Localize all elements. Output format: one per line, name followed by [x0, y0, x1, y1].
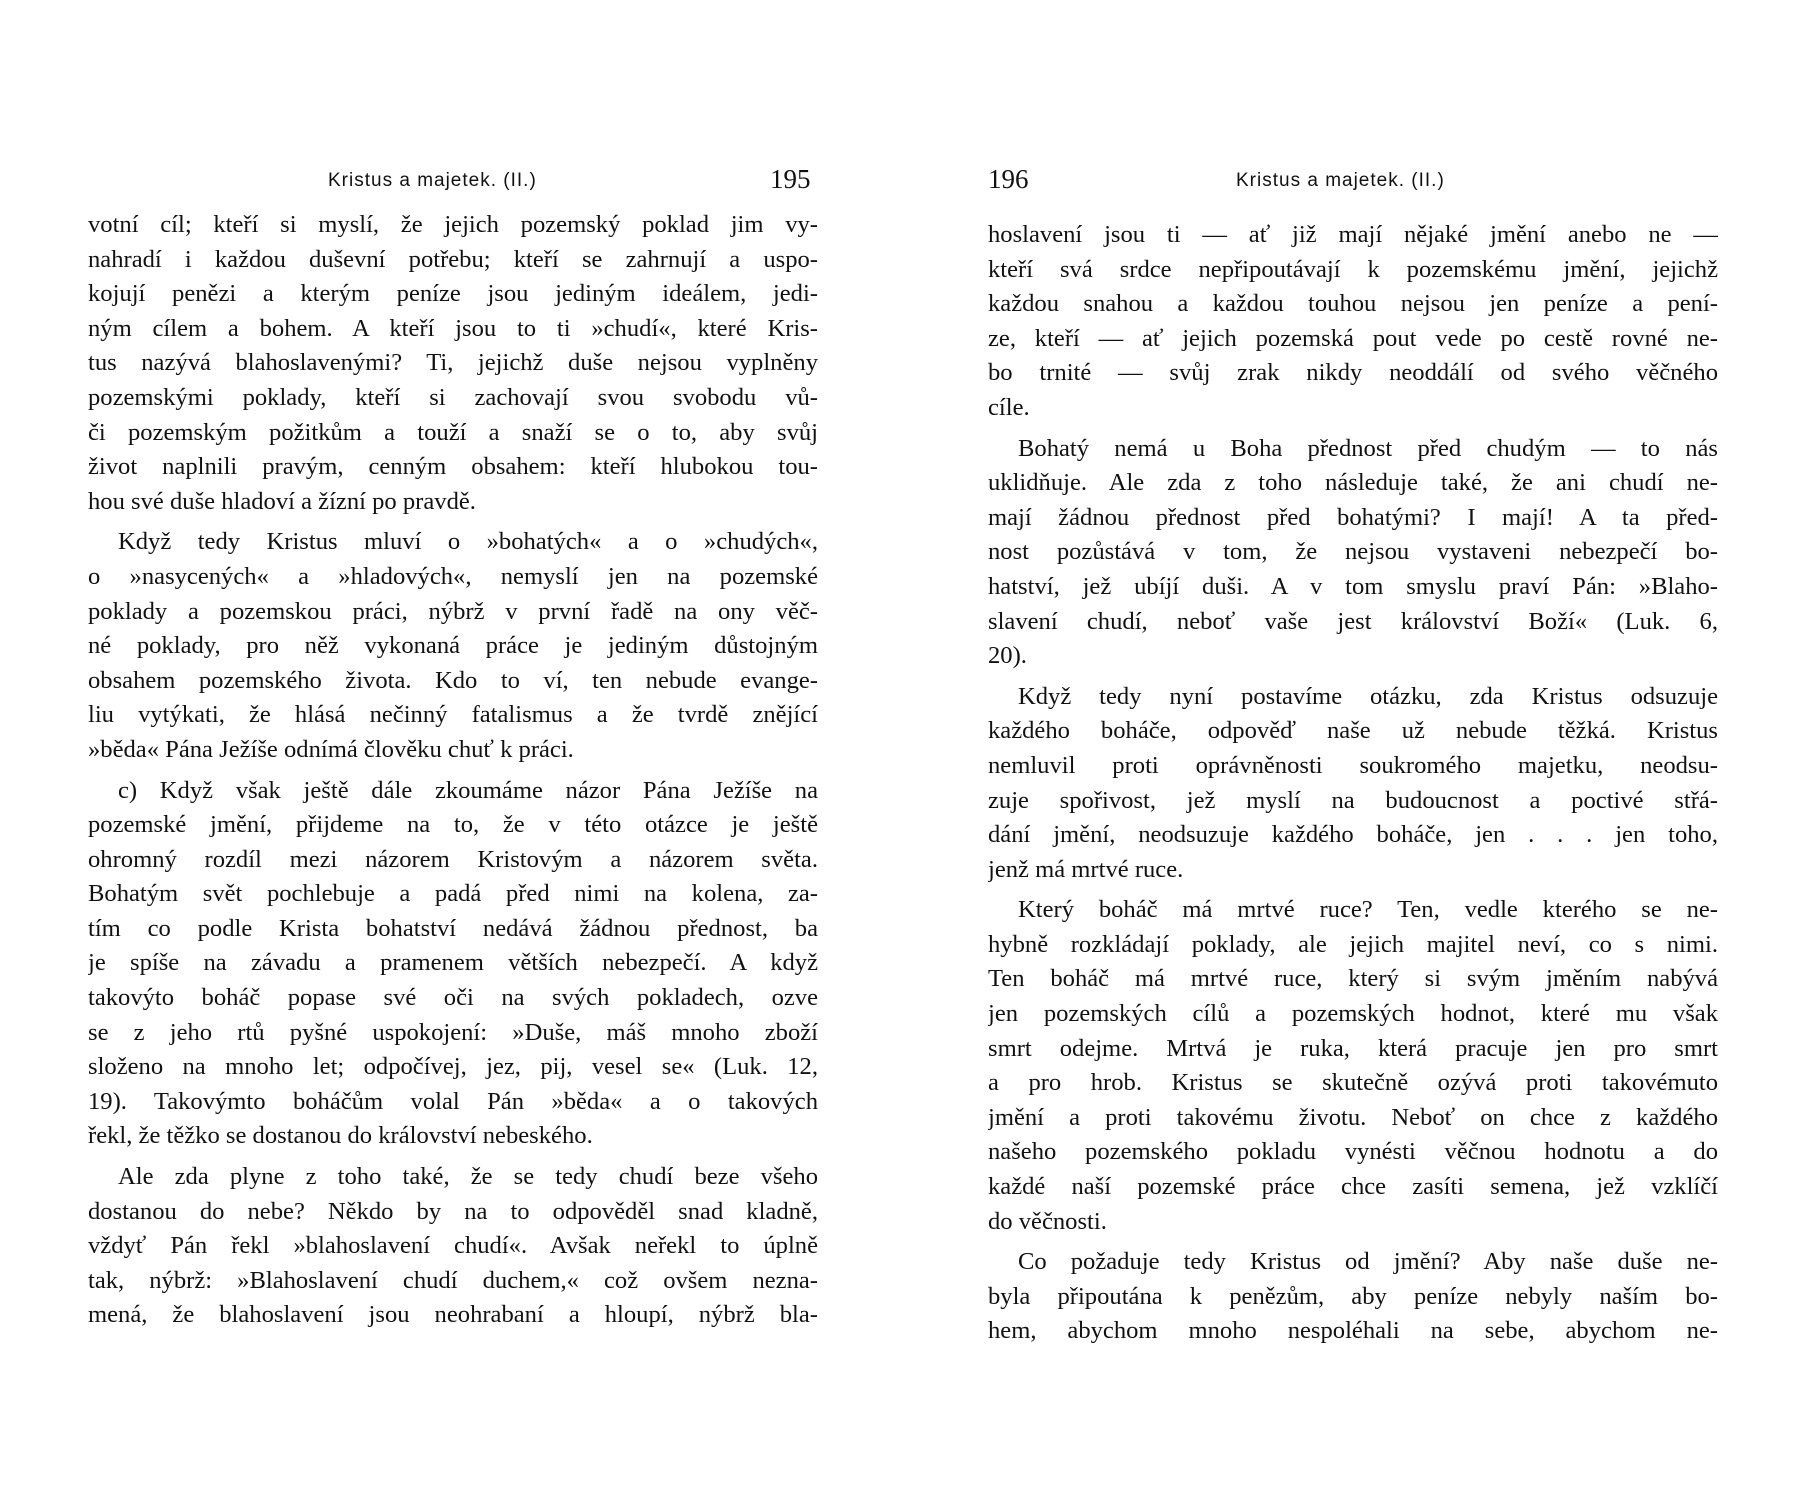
text-line: »běda« Pána Ježíše odnímá člověku chuť k práci. — [88, 735, 574, 763]
text-line: uklidňuje. Ale zda z toho následuje také, že ani chudí ne- — [988, 469, 1718, 497]
text-line: Ale zda plyne z toho také, že se tedy chudí beze všeho — [118, 1163, 818, 1191]
text-line: hoslavení jsou ti — ať již mají nějaké jmění anebo ne — — [988, 221, 1718, 248]
text-line: takovýto boháč popase své oči na svých pokladech, ozve — [88, 984, 818, 1012]
text-line: né poklady, pro něž vykonaná práce je jediným důstojným — [88, 632, 818, 660]
right-running-title: Kristus a majetek. (II.) — [1236, 170, 1445, 191]
text-line: dostanou do nebe? Někdo by na to odpověděl snad kladně, — [88, 1197, 818, 1225]
text-line: slavení chudí, neboť vaše jest království Boží« (Luk. 6, — [988, 607, 1718, 635]
text-line: našeho pozemského pokladu vynésti věčnou hodnotu a do — [988, 1138, 1718, 1166]
text-line: poklady a pozemskou práci, nýbrž v první řadě na ony věč- — [88, 597, 818, 625]
text-line: Bohatým svět pochlebuje a padá před nimi na kolena, za- — [88, 880, 818, 908]
text-line: bo trnité — svůj zrak nikdy neoddálí od svého věčného — [988, 359, 1718, 387]
text-line: smrt odejme. Mrtvá je ruka, která pracuje jen pro smrt — [988, 1034, 1718, 1062]
text-line: cíle. — [988, 393, 1030, 421]
text-line: zuje spořivost, jež myslí na budoucnost a poctivé střá- — [988, 786, 1718, 814]
text-line: 20). — [988, 642, 1027, 670]
text-line: hybně rozkládají poklady, ale jejich majitel neví, co s nimi. — [988, 930, 1718, 958]
left-page-body — [88, 208, 818, 1333]
text-line: ze, kteří — ať jejich pozemská pout vede po cestě rovné ne- — [988, 324, 1718, 352]
right-page-number: 196 — [988, 164, 1029, 194]
text-line: se z jeho rtů pyšné uspokojení: »Duše, máš mnoho zboží — [88, 1018, 818, 1046]
text-line: tím co podle Krista bohatství nedává žádnou přednost, ba — [88, 914, 818, 942]
text-line: mají žádnou přednost před bohatými? I mají! A ta před- — [988, 503, 1718, 531]
text-line: Když tedy nyní postavíme otázku, zda Kristus odsuzuje — [1018, 682, 1718, 710]
text-line: Ten boháč má mrtvé ruce, který si svým jměním nabývá — [988, 965, 1718, 993]
text-line: Co požaduje tedy Kristus od jmění? Aby naše duše ne- — [1018, 1248, 1718, 1276]
text-line: život naplnili pravým, cenným obsahem: kteří hlubokou tou- — [88, 453, 818, 481]
text-line: kojují penězi a kterým peníze jsou jediným ideálem, jedi- — [88, 280, 818, 308]
text-line: hou své duše hladoví a žízní po pravdě. — [88, 487, 476, 515]
text-line: pozemské jmění, přijdeme na to, že v této otázce je ještě — [88, 811, 818, 839]
text-line: jmění a proti takovému životu. Neboť on chce z každého — [988, 1103, 1718, 1131]
text-line: ným cílem a bohem. A kteří jsou to ti »chudí«, které Kris- — [88, 314, 818, 342]
text-line: nost pozůstává v tom, že nejsou vystaveni nebezpečí bo- — [988, 538, 1718, 566]
text-line: a pro hrob. Kristus se skutečně ozývá proti takovémuto — [988, 1069, 1718, 1097]
text-line: 19). Takovýmto boháčům volal Pán »běda« a o takových — [88, 1087, 818, 1115]
text-line: mená, že blahoslavení jsou neohrabaní a hloupí, nýbrž bla- — [88, 1301, 818, 1329]
right-page-body — [988, 218, 1718, 1349]
text-line: Bohatý nemá u Boha přednost před chudým — to nás — [1018, 434, 1718, 462]
text-line: nahradí i každou duševní potřebu; kteří se zahrnují a uspo- — [88, 245, 818, 273]
text-line: votní cíl; kteří si myslí, že jejich pozemský poklad jim vy- — [88, 211, 818, 238]
text-line: c) Když však ještě dále zkoumáme názor Pána Ježíše na — [118, 776, 818, 804]
text-line: dání jmění, neodsuzuje každého boháče, jen . . . jen toho, — [988, 821, 1718, 849]
text-line: každé naší pozemské práce chce zasíti semena, jež vzklíčí — [988, 1173, 1718, 1201]
left-running-title: Kristus a majetek. (II.) — [328, 170, 537, 191]
text-line: každého boháče, odpověď naše už nebude těžká. Kristus — [988, 717, 1718, 745]
text-line: řekl, že těžko se dostanou do království nebeského. — [88, 1122, 593, 1150]
left-page-header — [88, 164, 818, 198]
right-page-header — [988, 164, 1718, 198]
text-line: hem, abychom mnoho nespoléhali na sebe, abychom ne- — [988, 1317, 1718, 1345]
text-line: jen pozemských cílů a pozemských hodnot, které mu však — [988, 1000, 1718, 1028]
text-line: hatství, jež ubíjí duši. A v tom smyslu praví Pán: »Blaho- — [988, 572, 1718, 600]
text-line: vždyť Pán řekl »blahoslavení chudí«. Avšak neřekl to úplně — [88, 1232, 818, 1260]
text-line: nemluvil proti oprávněnosti soukromého majetku, neodsu- — [988, 751, 1718, 779]
text-line: byla připoutána k penězům, aby peníze nebyly naším bo- — [988, 1282, 1718, 1310]
text-line: tak, nýbrž: »Blahoslavení chudí duchem,« což ovšem nezna- — [88, 1266, 818, 1294]
text-line: jenž má mrtvé ruce. — [988, 855, 1184, 883]
text-line: do věčnosti. — [988, 1207, 1107, 1235]
text-line: složeno na mnoho let; odpočívej, jez, pij, vesel se« (Luk. 12, — [88, 1053, 818, 1081]
text-line: Když tedy Kristus mluví o »bohatých« a o »chudých«, — [118, 528, 818, 556]
text-line: či pozemským požitkům a touží a snaží se o to, aby svůj — [88, 418, 818, 446]
text-line: o »nasycených« a »hladových«, nemyslí jen na pozemské — [88, 562, 818, 590]
text-line: obsahem pozemského života. Kdo to ví, ten nebude evange- — [88, 666, 818, 694]
text-line: tus nazývá blahoslavenými? Ti, jejichž duše nejsou vyplněny — [88, 349, 818, 377]
text-line: pozemskými poklady, kteří si zachovají svou svobodu vů- — [88, 383, 818, 411]
text-line: kteří svá srdce nepřipoutávají k pozemskému jmění, jejichž — [988, 255, 1718, 283]
text-line: Který boháč má mrtvé ruce? Ten, vedle kterého se ne- — [1018, 896, 1718, 924]
text-line: liu vytýkati, že hlásá nečinný fatalismus a že tvrdě znějící — [88, 701, 818, 729]
text-line: každou snahou a každou touhou nejsou jen peníze a pení- — [988, 290, 1718, 318]
text-line: ohromný rozdíl mezi názorem Kristovým a názorem světa. — [88, 845, 818, 873]
left-page-number: 195 — [770, 164, 811, 194]
text-line: je spíše na závadu a pramenem větších nebezpečí. A když — [88, 949, 818, 977]
